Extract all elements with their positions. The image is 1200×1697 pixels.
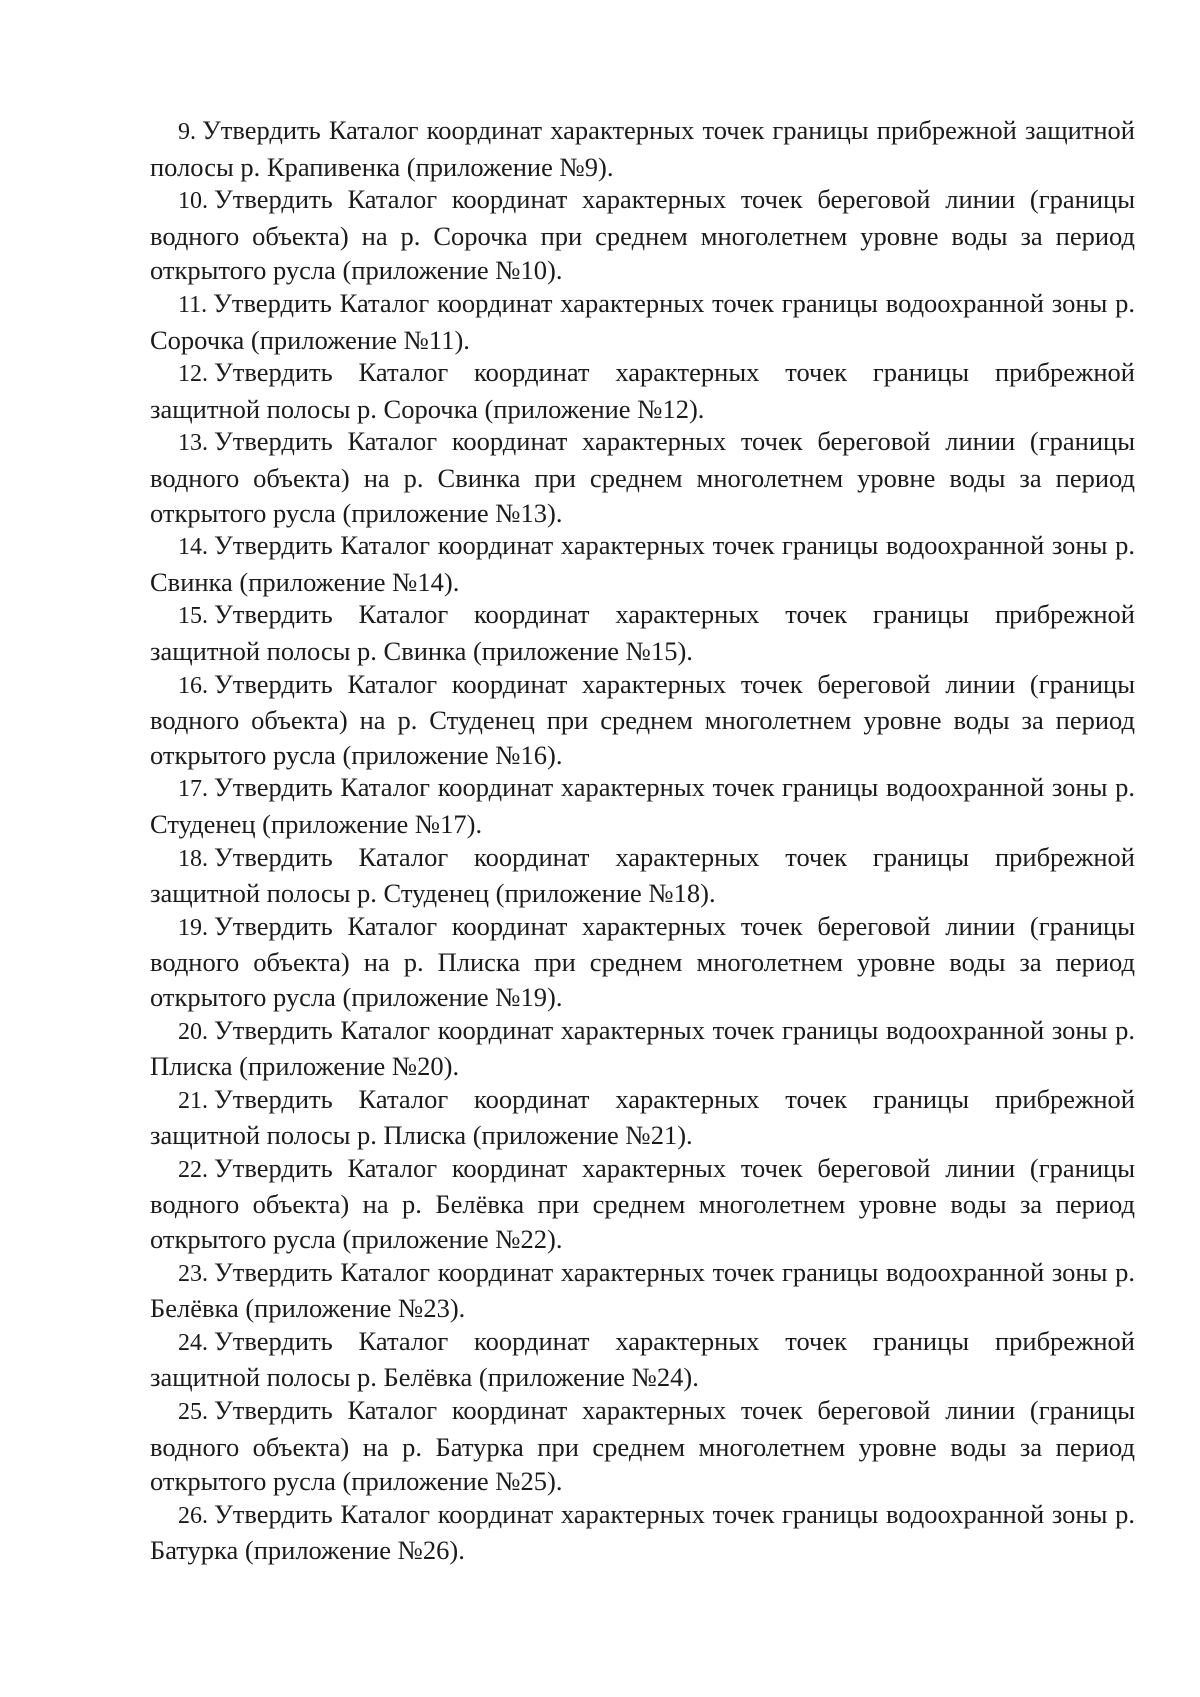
item-text: Утвердить Каталог координат характерных точек границы водоохранной зоны р. Свинка (приложение №14).: [150, 530, 1135, 597]
item-number: 14.: [178, 534, 208, 561]
list-item: [150, 1324, 1135, 1393]
item-number: 26.: [178, 1502, 208, 1529]
list-item: [150, 182, 1135, 286]
list-item: [150, 1013, 1135, 1082]
list-item: [150, 424, 1135, 528]
item-number: 9.: [178, 119, 196, 145]
item-text: Утвердить Каталог координат характерных точек границы прибрежной защитной полосы р. Плиска (приложение №21).: [150, 1083, 1135, 1151]
item-text: Утвердить Каталог координат характерных точек береговой линии (границы водного объекта) на р. Плиска при среднем многолетнем уровне воды за период открытого русла (приложение №19).: [150, 910, 1135, 1012]
item-number: 15.: [178, 603, 208, 630]
list-item: [150, 113, 1135, 182]
list-item: [150, 286, 1135, 355]
numbered-list: [150, 113, 1135, 1566]
list-item: [150, 1497, 1135, 1566]
item-number: 18.: [178, 845, 208, 872]
list-item: [150, 1151, 1135, 1255]
list-item: [150, 667, 1135, 771]
item-text: Утвердить Каталог координат характерных точек границы водоохранной зоны р. Студенец (приложение №17).: [150, 772, 1135, 839]
item-text: Утвердить Каталог координат характерных точек береговой линии (границы водного объекта) на р. Белёвка при среднем многолетнем уровне воды за период открытого русла (приложение №22).: [150, 1152, 1135, 1255]
list-item: [150, 1255, 1135, 1324]
list-item: [150, 355, 1135, 424]
item-text: Утвердить Каталог координат характерных точек границы прибрежной защитной полосы р. Студенец (приложение №18).: [150, 841, 1135, 909]
item-number: 20.: [178, 1018, 208, 1045]
item-number: 17.: [178, 776, 208, 803]
item-number: 21.: [178, 1087, 208, 1114]
item-text: Утвердить Каталог координат характерных точек границы водоохранной зоны р. Сорочка (приложение №11).: [150, 287, 1135, 355]
item-text: Утвердить Каталог координат характерных точек границы водоохранной зоны р. Белёвка (приложение №23).: [150, 1256, 1135, 1324]
list-item: [150, 528, 1135, 597]
list-item: [150, 840, 1135, 909]
item-text: Утвердить Каталог координат характерных точек границы водоохранной зоны р. Батурка (приложение №26).: [150, 1498, 1135, 1566]
item-number: 22.: [178, 1156, 208, 1183]
item-number: 19.: [178, 914, 208, 941]
item-number: 13.: [178, 430, 208, 457]
item-number: 23.: [178, 1260, 208, 1287]
item-text: Утвердить Каталог координат характерных точек границы прибрежной защитной полосы р. Крапивенка (приложение №9).: [150, 115, 1135, 182]
item-text: Утвердить Каталог координат характерных точек береговой линии (границы водного объекта) на р. Батурка при среднем многолетнем уровне воды за период открытого русла (приложение №25).: [150, 1395, 1135, 1497]
item-text: Утвердить Каталог координат характерных точек границы прибрежной защитной полосы р. Сорочка (приложение №12).: [150, 357, 1135, 424]
item-text: Утвердить Каталог координат характерных точек береговой линии (границы водного объекта) на р. Свинка при среднем многолетнем уровне воды за период открытого русла (приложение №13).: [150, 426, 1135, 528]
item-number: 12.: [178, 361, 208, 388]
list-item: [150, 1082, 1135, 1151]
list-item: [150, 770, 1135, 839]
list-item: [150, 597, 1135, 666]
list-item: [150, 1393, 1135, 1497]
list-item: [150, 909, 1135, 1013]
item-number: 10.: [178, 188, 208, 215]
item-text: Утвердить Каталог координат характерных точек границы прибрежной защитной полосы р. Белёвка (приложение №24).: [150, 1325, 1135, 1393]
item-text: Утвердить Каталог координат характерных точек береговой линии (границы водного объекта) на р. Сорочка при среднем многолетнем уровне воды за период открытого русла (приложение №10).: [150, 184, 1135, 286]
item-number: 25.: [178, 1399, 208, 1426]
item-number: 11.: [178, 291, 208, 318]
item-number: 24.: [178, 1329, 208, 1356]
item-number: 16.: [178, 672, 208, 699]
item-text: Утвердить Каталог координат характерных точек береговой линии (границы водного объекта) на р. Студенец при среднем многолетнем уровне воды за период открытого русла (приложение №16).: [150, 668, 1135, 770]
item-text: Утвердить Каталог координат характерных точек границы водоохранной зоны р. Плиска (приложение №20).: [150, 1014, 1135, 1082]
item-text: Утвердить Каталог координат характерных точек границы прибрежной защитной полосы р. Свинка (приложение №15).: [150, 599, 1135, 666]
